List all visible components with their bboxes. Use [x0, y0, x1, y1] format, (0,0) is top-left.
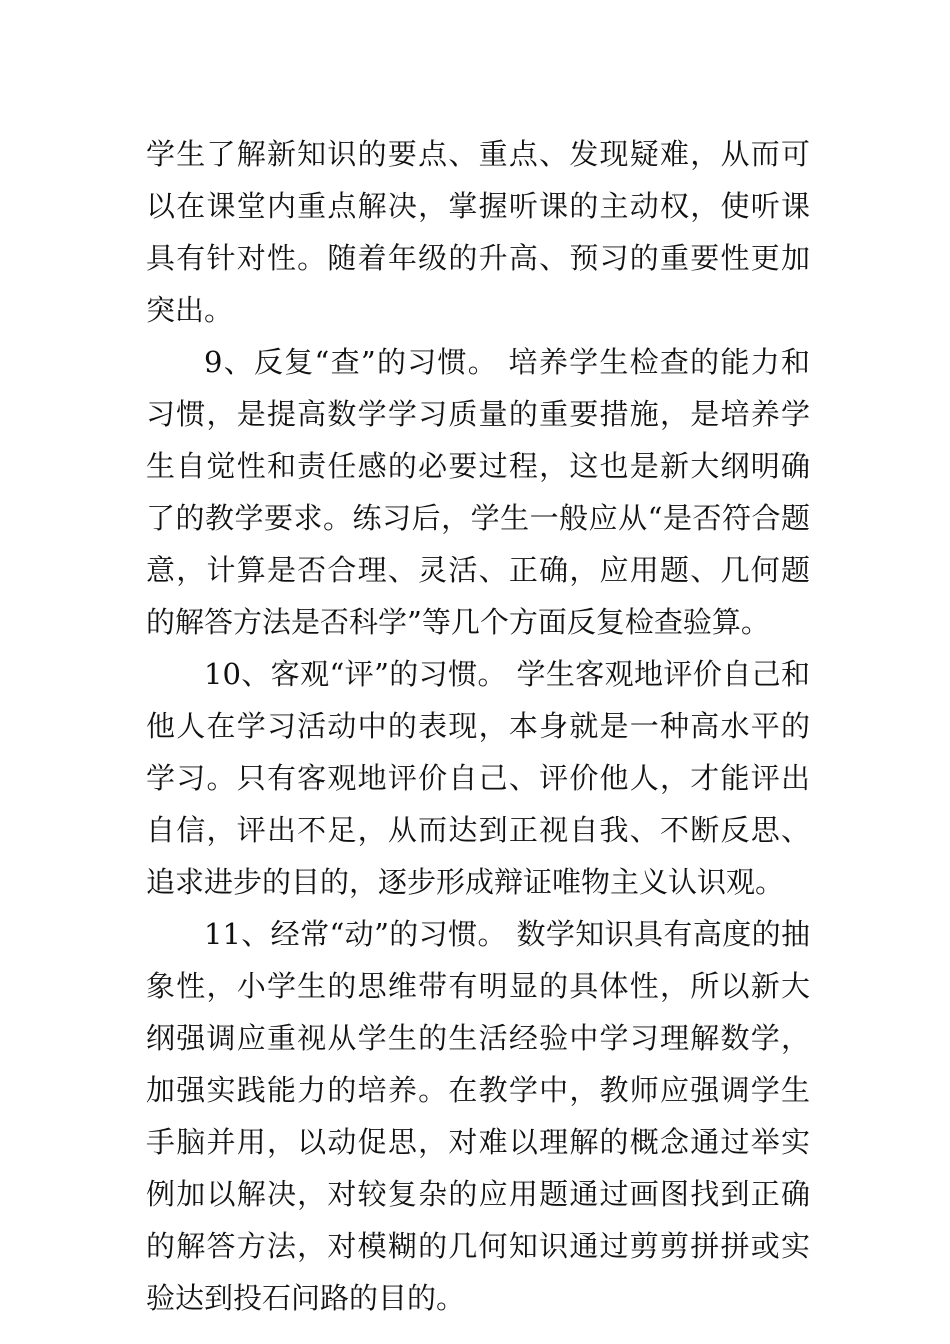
paragraph-preview-continued: 学生了解新知识的要点、重点、发现疑难，从而可以在课堂内重点解决，掌握听课的主动权，使听课具有针对性。随着年级的升高、预习的重要性更加突出。 — [146, 137, 810, 327]
paragraph-habit-evaluate: 10、客观“评”的习惯。 学生客观地评价自己和他人在学习活动中的表现，本身就是一种高水平的学习。只有客观地评价自己、评价他人，才能评出自信，评出不足，从而达到正视自我、不断反思、追求进步的目的，逐步形成辩证唯物主义认识观。 — [146, 657, 810, 899]
paragraph-habit-check: 9、反复“查”的习惯。 培养学生检查的能力和习惯，是提高数学学习质量的重要措施，是培养学生自觉性和责任感的必要过程，这也是新大纲明确了的教学要求。练习后，学生一般应从“是否符合题意，计算是否合理、灵活、正确，应用题、几何题的解答方法是否科学”等几个方面反复检查验算。 — [146, 345, 810, 639]
paragraph-habit-act: 11、经常“动”的习惯。 数学知识具有高度的抽象性，小学生的思维带有明显的具体性，所以新大纲强调应重视从学生的生活经验中学习理解数学，加强实践能力的培养。在教学中，教师应强调学生手脑并用，以动促思，对难以理解的概念通过举实例加以解决，对较复杂的应用题通过画图找到正确的解答方法，对模糊的几何知识通过剪剪拼拼或实验达到投石问路的目的。 — [146, 917, 810, 1315]
document-body — [146, 128, 810, 1324]
